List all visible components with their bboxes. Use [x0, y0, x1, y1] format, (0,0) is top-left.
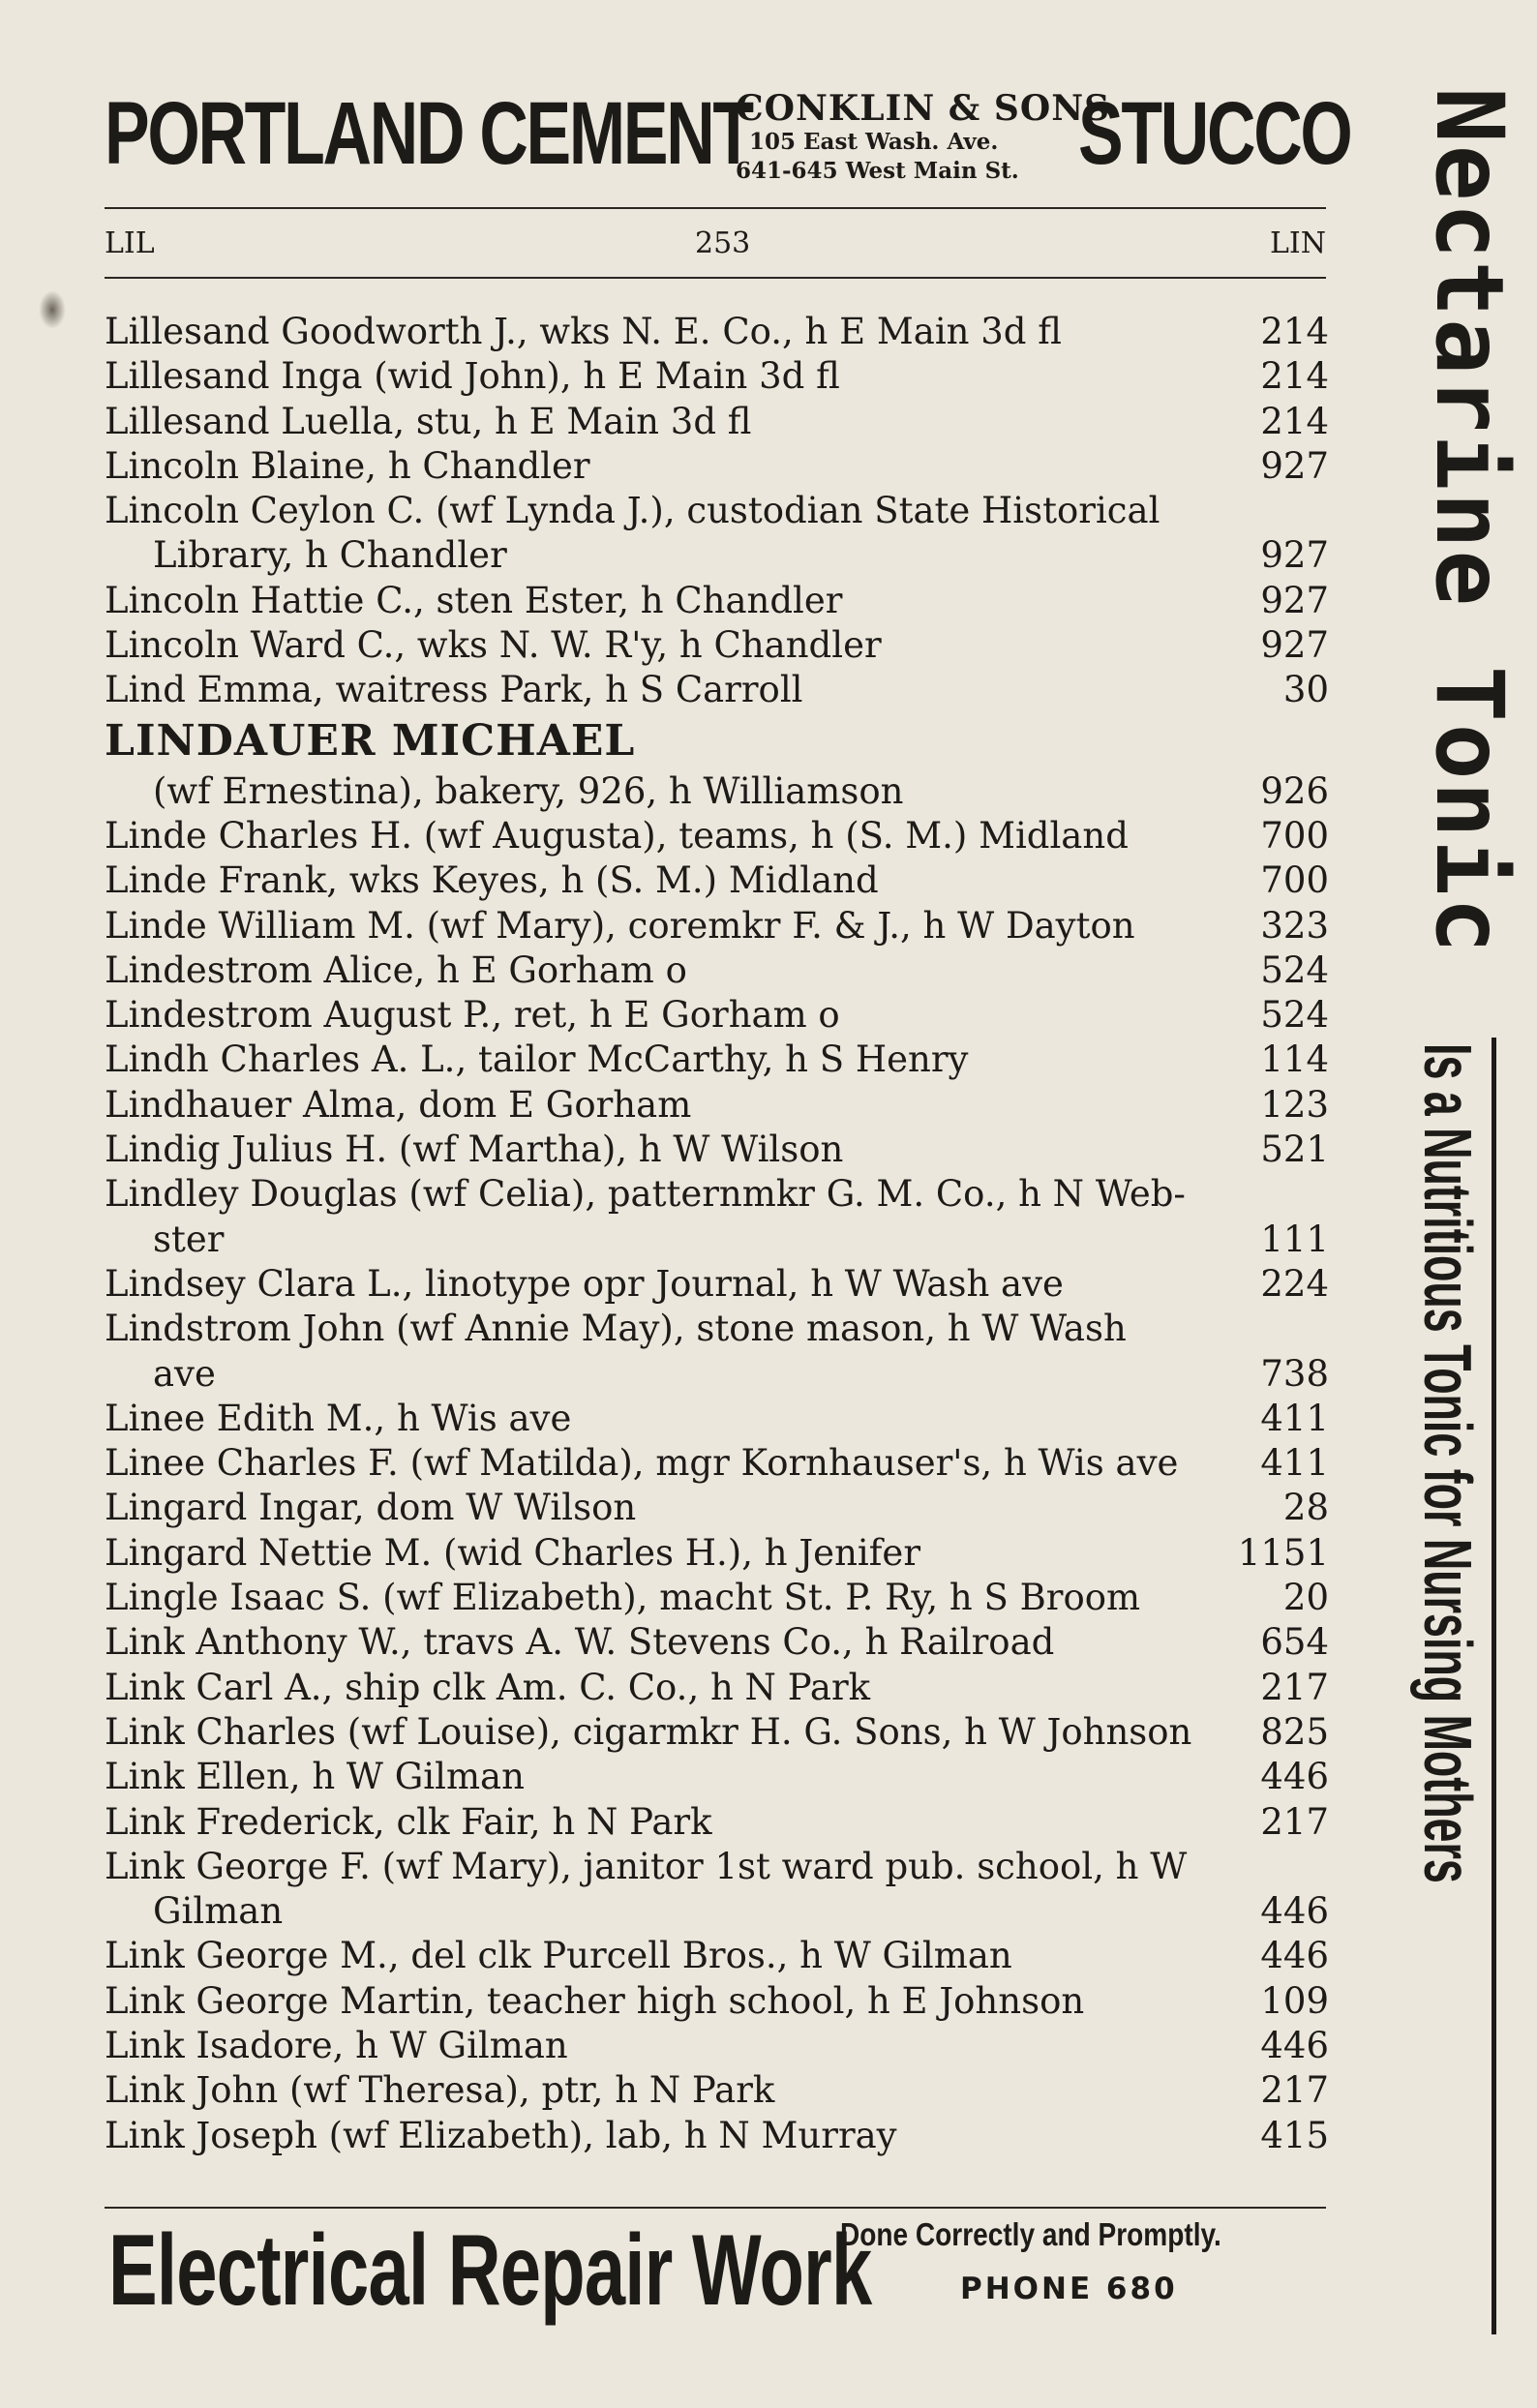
directory-listing [105, 310, 1329, 2158]
entry-text: Lindig Julius H. (wf Martha), h W Wilson [105, 1129, 844, 1171]
directory-entry [105, 1934, 1329, 1978]
entry-house-number: 446 [1260, 2024, 1329, 2066]
directory-entry [105, 1710, 1329, 1755]
entry-text: Lindhauer Alma, dom E Gorham [105, 1083, 692, 1126]
entry-house-number: 217 [1260, 1666, 1329, 1708]
entry-text: Lincoln Ceylon C. (wf Lynda J.), custodian State Historical [105, 490, 1160, 532]
entry-text: Link John (wf Theresa), ptr, h N Park [105, 2069, 775, 2112]
entry-house-number: 524 [1260, 994, 1329, 1037]
entry-house-number: 825 [1260, 1710, 1329, 1753]
entry-text: Lindsey Clara L., linotype opr Journal, h W Wash ave [105, 1262, 1064, 1305]
entry-continuation [105, 769, 1329, 814]
directory-entry [105, 2024, 1329, 2068]
directory-entry [105, 1979, 1329, 2024]
entry-house-number: 323 [1260, 904, 1329, 947]
entry-text: Lillesand Goodworth J., wks N. E. Co., h E Main 3d fl [105, 311, 1062, 352]
entry-text: Lincoln Hattie C., sten Ester, h Chandler [105, 579, 843, 621]
directory-entry [105, 1755, 1329, 1799]
directory-entry [105, 668, 1329, 712]
entry-house-number: 738 [1260, 1352, 1329, 1395]
ink-smudge [39, 290, 66, 329]
entry-text: Library, h Chandler [153, 534, 507, 577]
entry-house-number: 446 [1260, 1935, 1329, 1977]
entry-text: Lincoln Ward C., wks N. W. R'y, h Chandler [105, 624, 882, 667]
entry-house-number: 214 [1260, 400, 1329, 442]
header-rule-top [105, 207, 1326, 209]
entry-continuation [105, 533, 1329, 578]
entry-text: Lindstrom John (wf Annie May), stone mason, h W Wash [105, 1308, 1127, 1350]
entry-text: Linde Charles H. (wf Augusta), teams, h (S. M.) Midland [105, 814, 1129, 857]
entry-house-number: 109 [1260, 1979, 1329, 2022]
directory-entry [105, 1172, 1329, 1217]
directory-entry [105, 1397, 1329, 1441]
directory-entry [105, 858, 1329, 903]
entry-continuation [105, 1218, 1329, 1262]
entry-house-number: 700 [1260, 814, 1329, 857]
entry-text: Link Carl A., ship clk Am. C. Co., h N Park [105, 1666, 871, 1708]
entry-text: Lincoln Blaine, h Chandler [105, 444, 590, 487]
directory-entry [105, 579, 1329, 623]
entry-house-number: 217 [1260, 2069, 1329, 2112]
running-head [105, 225, 1326, 263]
top-advertisement [105, 84, 1351, 192]
entry-house-number: 521 [1260, 1129, 1329, 1171]
entry-text: Link Frederick, clk Fair, h N Park [105, 1800, 712, 1843]
entry-house-number: 446 [1260, 1890, 1329, 1933]
bottom-ad-headline: Electrical Repair Work [108, 2214, 872, 2327]
entry-house-number: 524 [1260, 948, 1329, 991]
entry-text: Linee Charles F. (wf Matilda), mgr Kornhauser's, h Wis ave [105, 1442, 1179, 1485]
directory-entry [105, 1531, 1329, 1576]
directory-entry [105, 1800, 1329, 1845]
directory-entry [105, 2114, 1329, 2158]
directory-entry [105, 1307, 1329, 1351]
entry-house-number: 411 [1260, 1397, 1329, 1439]
entry-text: Lingard Ingar, dom W Wilson [105, 1487, 637, 1529]
entry-house-number: 927 [1260, 534, 1329, 577]
entry-text: Lind Emma, waitress Park, h S Carroll [105, 669, 803, 711]
entry-text: Link George F. (wf Mary), janitor 1st ward pub. school, h W [105, 1845, 1188, 1887]
entry-house-number: 28 [1282, 1487, 1329, 1529]
ad-company-name: CONKLIN & SONS [736, 88, 1111, 129]
directory-entry [105, 623, 1329, 668]
entry-text: Gilman [153, 1890, 284, 1933]
directory-entry [105, 1083, 1329, 1128]
entry-text: LINDAUER MICHAEL [105, 715, 636, 766]
entry-text: Lindestrom Alice, h E Gorham o [105, 948, 687, 991]
running-head-right: LIN [1269, 226, 1326, 260]
directory-entry [105, 1845, 1329, 1889]
directory-entry [105, 310, 1329, 354]
directory-entry [105, 993, 1329, 1038]
entry-text: Lindh Charles A. L., tailor McCarthy, h S Henry [105, 1038, 969, 1081]
entry-house-number: 411 [1260, 1442, 1329, 1485]
entry-text: ster [153, 1218, 225, 1260]
entry-house-number: 214 [1260, 355, 1329, 398]
ad-headline-right: STUCCO [1078, 84, 1351, 183]
entry-heading [105, 713, 1329, 769]
entry-house-number: 654 [1260, 1621, 1329, 1664]
side-advertisement [1357, 87, 1522, 2333]
running-head-left: LIL [105, 226, 155, 260]
directory-entry [105, 1620, 1329, 1665]
directory-entry [105, 948, 1329, 993]
entry-house-number: 20 [1282, 1577, 1329, 1619]
entry-text: Link Isadore, h W Gilman [105, 2024, 568, 2066]
entry-text: Link Ellen, h W Gilman [105, 1756, 525, 1798]
directory-entry [105, 1038, 1329, 1082]
entry-house-number: 111 [1260, 1218, 1329, 1260]
entry-text: ave [153, 1352, 216, 1395]
entry-text: Link Joseph (wf Elizabeth), lab, h N Murray [105, 2114, 897, 2156]
entry-text: Linde William M. (wf Mary), coremkr F. & J., h W Dayton [105, 904, 1135, 947]
directory-entry [105, 1441, 1329, 1486]
directory-entry [105, 1262, 1329, 1307]
directory-entry [105, 400, 1329, 444]
side-ad-slogan: Is a Nutritious Tonic for Nursing Mothers [1410, 1043, 1486, 1883]
entry-text: Lingle Isaac S. (wf Elizabeth), macht St. P. Ry, h S Broom [105, 1577, 1141, 1619]
entry-continuation [105, 1889, 1329, 1934]
entry-text: Lillesand Inga (wid John), h E Main 3d fl [105, 355, 840, 398]
entry-house-number: 446 [1260, 1756, 1329, 1798]
directory-entry [105, 1576, 1329, 1620]
entry-house-number: 214 [1260, 311, 1329, 352]
entry-house-number: 114 [1260, 1038, 1329, 1081]
entry-house-number: 123 [1260, 1083, 1329, 1126]
entry-house-number: 415 [1260, 2114, 1329, 2156]
directory-entry [105, 2068, 1329, 2113]
directory-entry [105, 814, 1329, 858]
entry-house-number: 224 [1260, 1262, 1329, 1305]
directory-entry [105, 1486, 1329, 1530]
bottom-ad-phone: PHONE 680 [960, 2272, 1178, 2306]
entry-house-number: 30 [1282, 669, 1329, 711]
entry-text: Lillesand Luella, stu, h E Main 3d fl [105, 400, 752, 442]
ad-headline-left: PORTLAND CEMENT [105, 84, 752, 183]
entry-house-number: 927 [1260, 624, 1329, 667]
entry-continuation [105, 1352, 1329, 1397]
directory-entry [105, 354, 1329, 399]
entry-text: Link George Martin, teacher high school, h E Johnson [105, 1979, 1085, 2022]
entry-text: (wf Ernestina), bakery, 926, h Williamson [153, 769, 904, 812]
side-ad-rule [1492, 1038, 1496, 2334]
side-ad-brand: Nectarine Tonic [1415, 87, 1523, 955]
entry-text: Linde Frank, wks Keyes, h (S. M.) Midland [105, 859, 879, 902]
directory-entry [105, 1666, 1329, 1710]
entry-house-number: 926 [1260, 769, 1329, 812]
page-number: 253 [695, 226, 751, 260]
entry-text: Link George M., del clk Purcell Bros., h W Gilman [105, 1935, 1012, 1977]
ad-address-line-1: 105 East Wash. Ave. [749, 129, 999, 155]
entry-text: Link Charles (wf Louise), cigarmkr H. G. Sons, h W Johnson [105, 1710, 1192, 1753]
directory-entry [105, 1128, 1329, 1172]
entry-text: Link Anthony W., travs A. W. Stevens Co., h Railroad [105, 1621, 1055, 1664]
entry-house-number: 1151 [1237, 1531, 1329, 1574]
header-rule-bottom [105, 277, 1326, 279]
entry-house-number: 927 [1260, 579, 1329, 621]
entry-house-number: 217 [1260, 1800, 1329, 1843]
directory-entry [105, 489, 1329, 533]
entry-house-number: 700 [1260, 859, 1329, 902]
entry-text: Lingard Nettie M. (wid Charles H.), h Jenifer [105, 1531, 921, 1574]
entry-text: Lindestrom August P., ret, h E Gorham o [105, 994, 840, 1037]
ad-address-line-2: 641-645 West Main St. [736, 158, 1019, 184]
directory-entry [105, 444, 1329, 489]
entry-text: Linee Edith M., h Wis ave [105, 1397, 572, 1439]
bottom-advertisement [105, 2209, 1334, 2344]
directory-entry [105, 904, 1329, 948]
bottom-ad-tagline: Done Correctly and Promptly. [840, 2216, 1221, 2252]
entry-house-number: 927 [1260, 444, 1329, 487]
entry-text: Lindley Douglas (wf Celia), patternmkr G. M. Co., h N Web- [105, 1173, 1186, 1216]
